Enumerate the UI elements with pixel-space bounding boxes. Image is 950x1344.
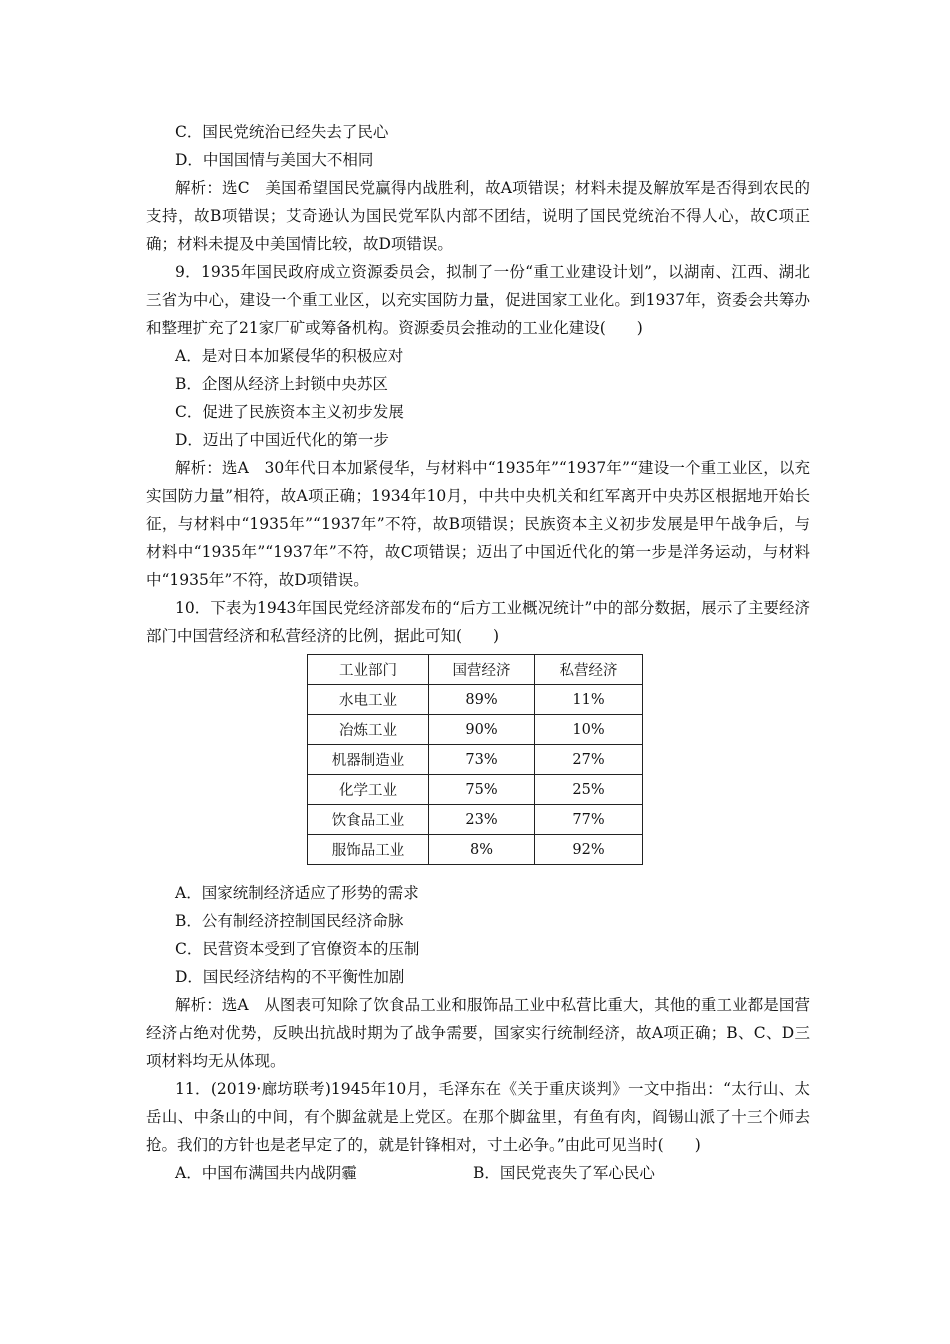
table-cell: 饮食品工业 [308, 805, 429, 835]
table-row [308, 805, 643, 835]
q9-stem: 9．1935年国民政府成立资源委员会，拟制了一份“重工业建设计划”，以湖南、江西、湖北三省为中心，建设一个重工业区，以充实国防力量，促进国家工业化。到1937年，资委会共筹办和整理扩充了21家厂矿或筹备机构。资源委员会推动的工业化建设( ) [146, 263, 810, 337]
q8-option-c: C．国民党统治已经失去了民心 [175, 123, 389, 141]
q11-option-b: B．国民党丧失了军心民心 [473, 1164, 655, 1182]
industry-ratio-table [307, 654, 643, 865]
table-cell: 77% [535, 805, 643, 835]
q10-option-d: D．国民经济结构的不平衡性加剧 [175, 968, 405, 986]
table-cell: 90% [429, 715, 535, 745]
q9-analysis: 解析：选A 30年代日本加紧侵华，与材料中“1935年”“1937年”“建设一个重工业区，以充实国防力量”相符，故A项正确；1934年10月，中共中央机关和红军离开中央苏区根据地开始长征，与材料中“1935年”“1937年”不符，故B项错误；民族资本主义初步发展是甲午战争后，与材料中“1935年”“1937年”不符，故C项错误；迈出了中国近代化的第一步是洋务运动，与材料中“1935年”不符，故D项错误。 [146, 459, 810, 589]
column-header: 私营经济 [535, 655, 643, 685]
table-cell: 89% [429, 685, 535, 715]
table-cell: 27% [535, 745, 643, 775]
q11-option-a: A．中国布满国共内战阴霾 [175, 1164, 357, 1182]
table-cell: 25% [535, 775, 643, 805]
q8-analysis: 解析：选C 美国希望国民党赢得内战胜利，故A项错误；材料未提及解放军是否得到农民的支持，故B项错误；艾奇逊认为国民党军队内部不团结，说明了国民党统治不得人心，故C项正确；材料未提及中美国情比较，故D项错误。 [146, 179, 810, 253]
q10-option-c: C．民营资本受到了官僚资本的压制 [175, 940, 420, 958]
table-cell: 8% [429, 835, 535, 865]
table-cell: 化学工业 [308, 775, 429, 805]
column-header: 工业部门 [308, 655, 429, 685]
table-cell: 73% [429, 745, 535, 775]
table-cell: 92% [535, 835, 643, 865]
table-row [308, 775, 643, 805]
table-cell: 水电工业 [308, 685, 429, 715]
table-cell: 服饰品工业 [308, 835, 429, 865]
q10-option-a: A．国家统制经济适应了形势的需求 [175, 884, 419, 902]
q8-option-d: D．中国国情与美国大不相同 [175, 151, 374, 169]
q11-options-row [146, 1159, 810, 1187]
table-cell: 10% [535, 715, 643, 745]
table-row [308, 715, 643, 745]
table-row [308, 835, 643, 865]
q9-option-d: D．迈出了中国近代化的第一步 [175, 431, 389, 449]
table-header-row [308, 655, 643, 685]
document-body [146, 118, 810, 1187]
table-cell: 11% [535, 685, 643, 715]
q9-option-c: C．促进了民族资本主义初步发展 [175, 403, 404, 421]
q10-option-b: B．公有制经济控制国民经济命脉 [175, 912, 404, 930]
table-cell: 冶炼工业 [308, 715, 429, 745]
q10-stem: 10．下表为1943年国民党经济部发布的“后方工业概况统计”中的部分数据，展示了主要经济部门中国营经济和私营经济的比例，据此可知( ) [146, 599, 810, 645]
table-cell: 23% [429, 805, 535, 835]
table-cell: 机器制造业 [308, 745, 429, 775]
table-cell: 75% [429, 775, 535, 805]
table-row [308, 745, 643, 775]
q11-stem: 11．(2019·廊坊联考)1945年10月，毛泽东在《关于重庆谈判》一文中指出：“太行山、太岳山、中条山的中间，有个脚盆就是上党区。在那个脚盆里，有鱼有肉，阎锡山派了十三个师去抢。我们的方针也是老早定了的，就是针锋相对，寸土必争。”由此可见当时( ) [146, 1080, 810, 1154]
q9-option-a: A．是对日本加紧侵华的积极应对 [175, 347, 404, 365]
q10-analysis: 解析：选A 从图表可知除了饮食品工业和服饰品工业中私营比重大，其他的重工业都是国营经济占绝对优势，反映出抗战时期为了战争需要，国家实行统制经济，故A项正确；B、C、D三项材料均无从体现。 [146, 996, 810, 1070]
column-header: 国营经济 [429, 655, 535, 685]
q9-option-b: B．企图从经济上封锁中央苏区 [175, 375, 388, 393]
table-row [308, 685, 643, 715]
